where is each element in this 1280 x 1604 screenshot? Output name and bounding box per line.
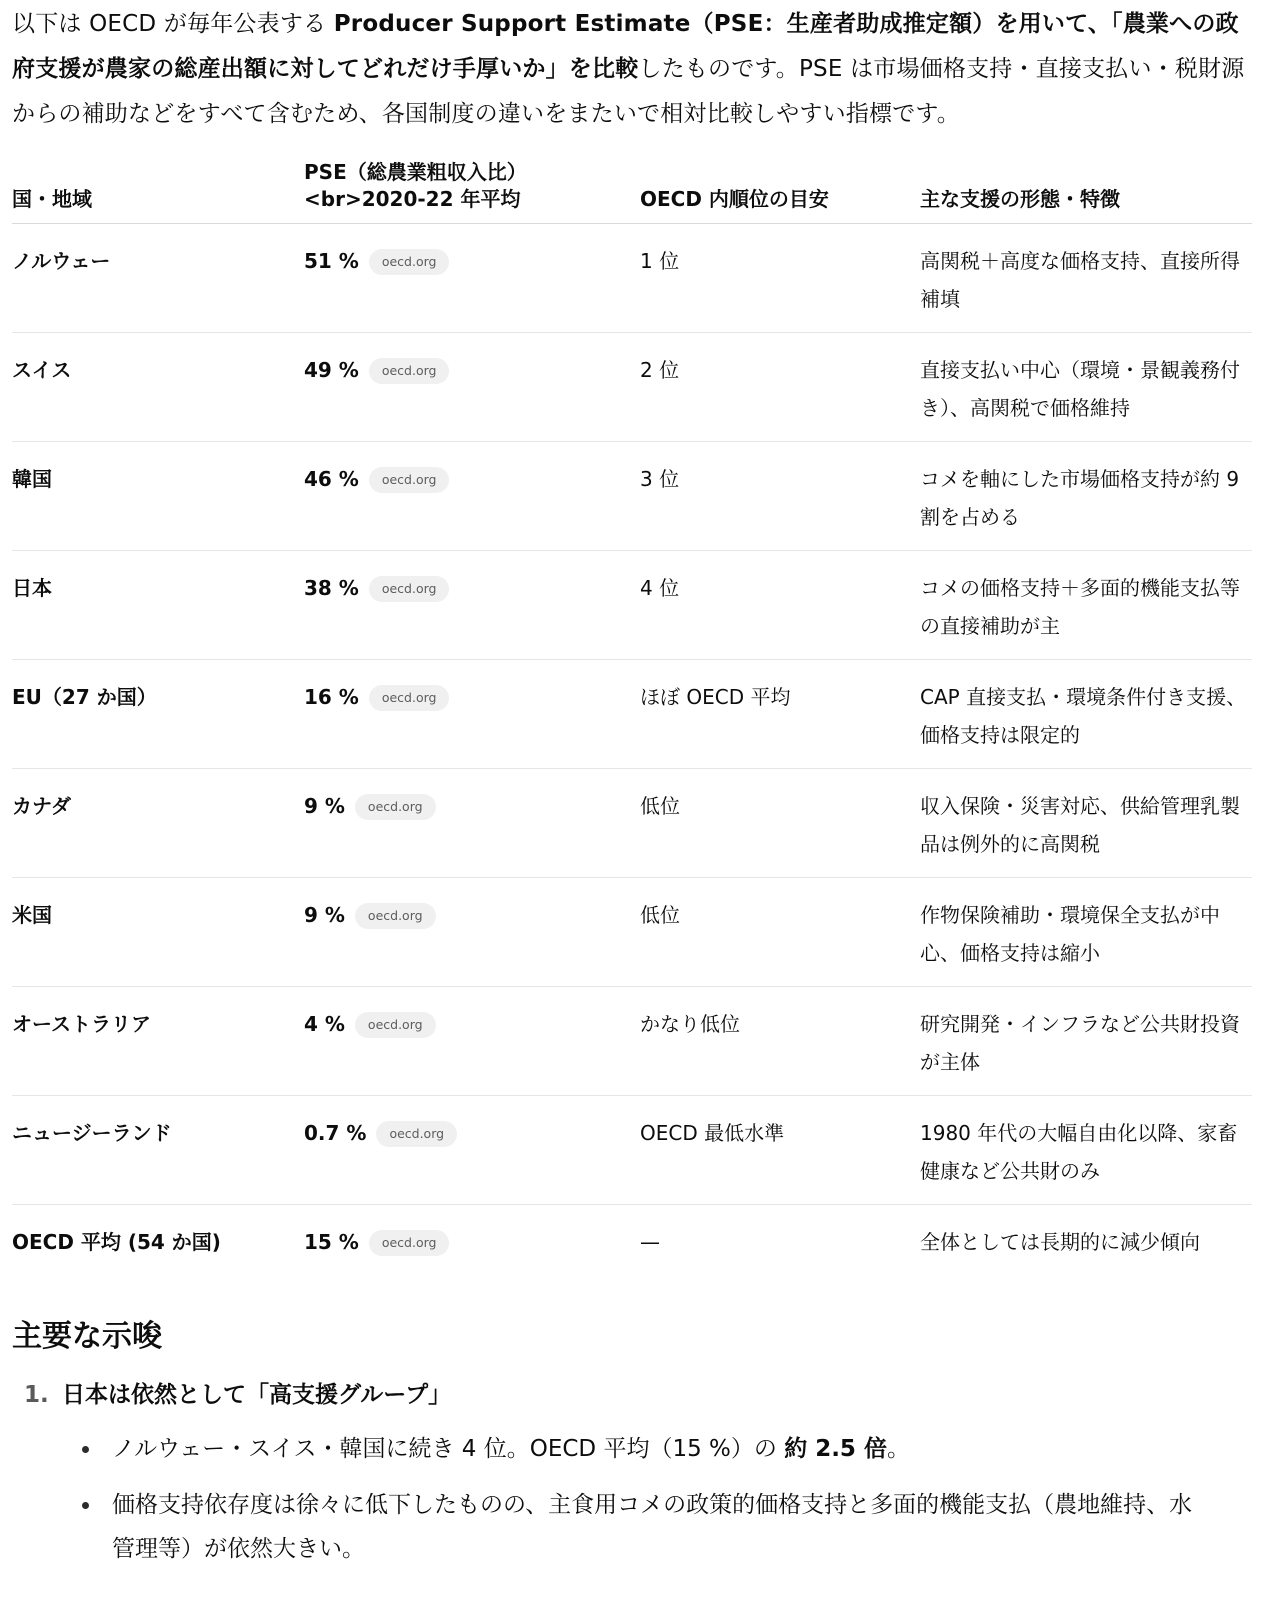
pse-comparison-table: [12, 159, 1252, 1275]
bullet-dot-icon: [82, 1446, 89, 1453]
table-row: [12, 987, 1252, 1096]
pse-value: 9 %: [304, 794, 345, 818]
row-pse: [304, 878, 640, 987]
row-features: 収入保険・災害対応、供給管理乳製品は例外的に高関税: [920, 769, 1252, 878]
key-point: [12, 1375, 1250, 1571]
pse-value: 51 %: [304, 249, 359, 273]
row-pse: [304, 660, 640, 769]
source-chip[interactable]: oecd.org: [369, 1230, 450, 1256]
row-pse: [304, 1205, 640, 1276]
intro-bold-text: Producer Support Estimate（PSE：生産者助成推定額）を用いて、「農業への政府支援が農家の総産出額に対してどれだけ手厚いか」を比較: [12, 11, 1239, 82]
row-features: 作物保険補助・環境保全支払が中心、価格支持は縮小: [920, 878, 1252, 987]
row-rank: 1 位: [640, 224, 920, 333]
key-point-title: 日本は依然として「高支援グループ」: [62, 1382, 452, 1408]
bullet-bold-text: 約 2.5 倍: [784, 1436, 887, 1462]
key-points-list: [12, 1375, 1250, 1571]
table-row: [12, 333, 1252, 442]
pse-value: 0.7 %: [304, 1121, 367, 1145]
intro-paragraph: [12, 0, 1257, 137]
table-header-row: [12, 159, 1252, 224]
key-point-number: 1.: [24, 1382, 49, 1408]
header-pse-line2: <br>2020-22 年平均: [304, 187, 521, 211]
row-pse: [304, 1096, 640, 1205]
header-pse-line1: PSE（総農業粗収入比）: [304, 160, 527, 184]
source-chip[interactable]: oecd.org: [369, 576, 450, 602]
row-features: 全体としては長期的に減少傾向: [920, 1230, 1200, 1254]
row-features: コメを軸にした市場価格支持が約 9 割を占める: [920, 442, 1252, 551]
row-pse: [304, 442, 640, 551]
row-pse: [304, 987, 640, 1096]
row-country: ニュージーランド: [12, 1096, 304, 1205]
pse-value: 15 %: [304, 1230, 359, 1254]
source-chip[interactable]: oecd.org: [369, 467, 450, 493]
row-features: 研究開発・インフラなど公共財投資が主体: [920, 987, 1252, 1096]
bullet-text: 価格支持依存度は徐々に低下したものの、主食用コメの政策的価格支持と多面的機能支払（農地維持、水管理等）が依然大きい。: [112, 1492, 1193, 1562]
section-heading: 主要な示唆: [12, 1319, 162, 1354]
pse-value: 4 %: [304, 1012, 345, 1036]
row-country: オーストラリア: [12, 987, 304, 1096]
table-row: [12, 224, 1252, 333]
table-row: [12, 1205, 1252, 1276]
row-rank: 4 位: [640, 551, 920, 660]
bullet-text: ノルウェー・スイス・韓国に続き 4 位。OECD 平均（15 %）の: [112, 1436, 785, 1462]
table-row: [12, 660, 1252, 769]
row-country: OECD 平均 (54 か国): [12, 1230, 221, 1254]
table-row: [12, 878, 1252, 987]
row-pse: [304, 551, 640, 660]
bullet-tail: 。: [886, 1436, 910, 1462]
source-chip[interactable]: oecd.org: [369, 685, 450, 711]
row-country: EU（27 か国）: [12, 660, 304, 769]
key-point-bullets: [62, 1427, 1250, 1571]
intro-text-2: したものです。PSE は市場価格支持・直接支払い・税財源からの補助などをすべて含むため、各国制度の違いをまたいで相対比較しやすい指標です。: [12, 56, 1245, 127]
row-country: 韓国: [12, 442, 304, 551]
row-pse: [304, 224, 640, 333]
source-chip[interactable]: oecd.org: [376, 1121, 457, 1147]
row-rank: 3 位: [640, 442, 920, 551]
row-features: CAP 直接支払・環境条件付き支援、価格支持は限定的: [920, 660, 1252, 769]
row-pse: [304, 769, 640, 878]
bullet-dot-icon: [82, 1502, 89, 1509]
pse-value: 38 %: [304, 576, 359, 600]
bullet-item: [62, 1483, 1214, 1571]
row-rank: 2 位: [640, 333, 920, 442]
row-rank: 低位: [640, 878, 920, 987]
source-chip[interactable]: oecd.org: [369, 358, 450, 384]
source-chip[interactable]: oecd.org: [355, 903, 436, 929]
intro-text-1: 以下は OECD が毎年公表する: [12, 11, 334, 37]
row-features: 高関税＋高度な価格支持、直接所得補填: [920, 224, 1252, 333]
row-country: 米国: [12, 878, 304, 987]
row-country: スイス: [12, 333, 304, 442]
pse-value: 46 %: [304, 467, 359, 491]
row-pse: [304, 333, 640, 442]
table-row: [12, 551, 1252, 660]
bullet-item: [62, 1427, 1214, 1471]
row-rank: OECD 最低水準: [640, 1096, 920, 1205]
table-row: [12, 1096, 1252, 1205]
source-chip[interactable]: oecd.org: [369, 249, 450, 275]
row-country: カナダ: [12, 769, 304, 878]
row-features: 直接支払い中心（環境・景観義務付き）、高関税で価格維持: [920, 333, 1252, 442]
row-rank: 低位: [640, 769, 920, 878]
table-row: [12, 442, 1252, 551]
pse-value: 9 %: [304, 903, 345, 927]
pse-value: 49 %: [304, 358, 359, 382]
row-rank: —: [640, 1230, 660, 1254]
pse-value: 16 %: [304, 685, 359, 709]
row-rank: ほぼ OECD 平均: [640, 660, 920, 769]
source-chip[interactable]: oecd.org: [355, 794, 436, 820]
table-row: [12, 769, 1252, 878]
header-features: 主な支援の形態・特徴: [920, 159, 1252, 224]
row-rank: かなり低位: [640, 987, 920, 1096]
row-country: ノルウェー: [12, 224, 304, 333]
header-pse: [304, 159, 640, 224]
row-country: 日本: [12, 551, 304, 660]
row-features: コメの価格支持＋多面的機能支払等の直接補助が主: [920, 551, 1252, 660]
header-rank: OECD 内順位の目安: [640, 159, 920, 224]
source-chip[interactable]: oecd.org: [355, 1012, 436, 1038]
row-features: 1980 年代の大幅自由化以降、家畜健康など公共財のみ: [920, 1096, 1252, 1205]
header-country: 国・地域: [12, 159, 304, 224]
